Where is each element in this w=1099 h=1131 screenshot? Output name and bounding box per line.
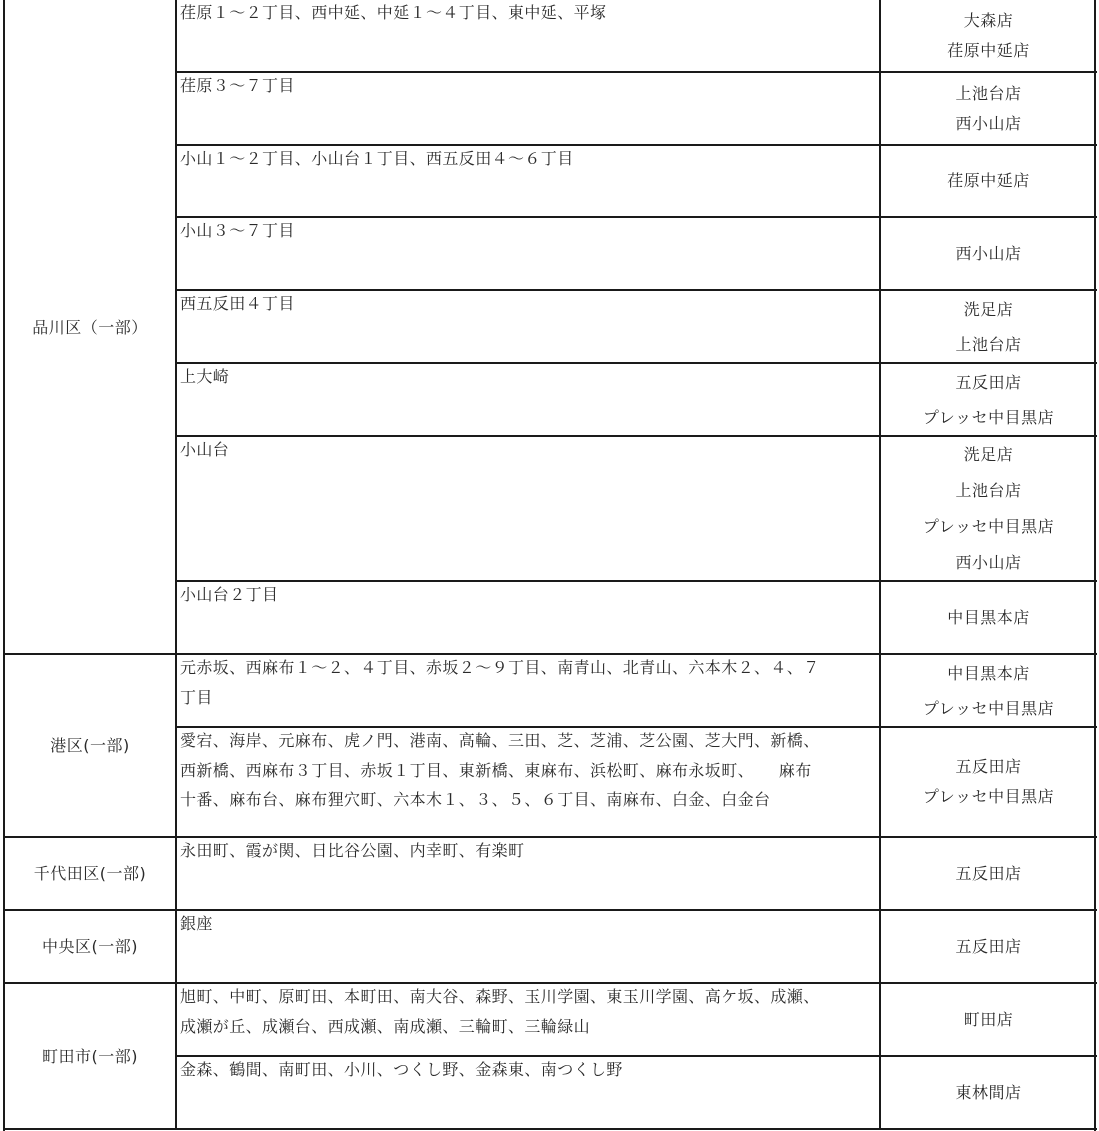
row-divider xyxy=(176,216,1097,218)
store-name: 荏原中延店 xyxy=(947,40,1030,60)
area-line: 丁目 xyxy=(180,687,213,707)
group-divider xyxy=(3,653,1097,655)
store-name: プレッセ中目黒店 xyxy=(922,698,1055,718)
area-line: 永田町、霞が関、日比谷公園、内幸町、有楽町 xyxy=(180,841,525,860)
store-name: プレッセ中目黒店 xyxy=(922,407,1055,427)
ward-label: 品川区（一部） xyxy=(32,318,148,337)
store-cell xyxy=(882,984,1095,1055)
area-line: 元赤坂、西麻布１～２、４丁目、赤坂２～９丁目、南青山、北青山、六本木２、４、７ xyxy=(180,658,820,677)
store-name: 五反田店 xyxy=(955,863,1022,883)
row-divider xyxy=(176,362,1097,364)
store-name: 五反田店 xyxy=(955,757,1022,776)
ward-label: 千代田区(一部) xyxy=(33,864,147,883)
store-name: 洗足店 xyxy=(963,299,1014,319)
area-line: 荏原１～２丁目、西中延、中延１～４丁目、東中延、平塚 xyxy=(180,3,607,22)
area-cell xyxy=(180,653,876,726)
area-cell xyxy=(180,1055,876,1128)
store-name: 中目黒本店 xyxy=(947,663,1030,683)
store-column-divider xyxy=(879,0,881,1130)
area-cell xyxy=(180,144,876,216)
area-line: 銀座 xyxy=(180,914,213,933)
area-line: 西新橋、西麻布３丁目、赤坂１丁目、東新橋、東麻布、浜松町、麻布永坂町、 麻布 xyxy=(180,760,812,780)
row-divider xyxy=(176,71,1097,73)
group-divider xyxy=(3,909,1097,911)
store-name: 西小山店 xyxy=(955,552,1022,572)
store-cell xyxy=(882,655,1095,726)
area-cell xyxy=(180,435,876,580)
row-divider xyxy=(176,289,1097,291)
store-name: 町田店 xyxy=(963,1009,1014,1029)
store-cell xyxy=(882,291,1095,362)
row-divider xyxy=(176,726,1097,728)
area-cell xyxy=(180,580,876,653)
group-divider xyxy=(3,836,1097,838)
store-name: 五反田店 xyxy=(955,936,1022,956)
row-divider xyxy=(176,1055,1097,1057)
area-line: 金森、鶴間、南町田、小川、つくし野、金森東、南つくし野 xyxy=(180,1060,623,1079)
store-name: 大森店 xyxy=(963,10,1014,30)
area-line: 上大崎 xyxy=(180,367,230,386)
store-cell xyxy=(882,218,1095,289)
store-name: プレッセ中目黒店 xyxy=(922,787,1055,806)
table-left-border xyxy=(3,0,5,1131)
area-line: 愛宕、海岸、元麻布、虎ノ門、港南、高輪、三田、芝、芝浦、芝公園、芝大門、新橋、 xyxy=(180,731,820,750)
ward-label: 港区(一部) xyxy=(50,736,130,755)
store-name: 洗足店 xyxy=(963,444,1014,464)
store-cell xyxy=(882,838,1095,909)
store-cell xyxy=(882,1057,1095,1128)
store-name: 五反田店 xyxy=(955,372,1022,392)
store-name: 上池台店 xyxy=(955,83,1022,103)
area-line: 小山台２丁目 xyxy=(180,585,279,604)
area-cell xyxy=(180,216,876,289)
store-name: 中目黒本店 xyxy=(947,607,1030,627)
area-cell xyxy=(180,71,876,144)
store-cell xyxy=(882,728,1095,836)
area-line: 荏原３～７丁目 xyxy=(180,76,295,95)
area-cell xyxy=(180,362,876,435)
store-cell xyxy=(882,73,1095,144)
store-cell xyxy=(882,582,1095,653)
table-right-border xyxy=(1094,0,1096,1131)
area-cell xyxy=(180,836,876,909)
area-cell xyxy=(180,982,876,1055)
ward-label: 中央区(一部) xyxy=(42,937,138,956)
ward-column-divider xyxy=(175,0,177,1130)
area-cell xyxy=(180,726,876,836)
area-line: 成瀬が丘、成瀬台、西成瀬、南成瀬、三輪町、三輪緑山 xyxy=(180,1016,591,1036)
row-divider xyxy=(176,580,1097,582)
store-cell xyxy=(882,364,1095,435)
area-cell xyxy=(180,289,876,362)
store-name: 荏原中延店 xyxy=(947,171,1030,190)
area-line: 小山３～７丁目 xyxy=(180,221,295,240)
area-line: 旭町、中町、原町田、本町田、南大谷、森野、玉川学園、東玉川学園、高ケ坂、成瀬、 xyxy=(180,987,820,1006)
store-cell xyxy=(882,911,1095,982)
store-name: 東林間店 xyxy=(955,1082,1022,1102)
ward-label: 町田市(一部) xyxy=(42,1046,138,1066)
area-line: 十番、麻布台、麻布狸穴町、六本木１、３、５、６丁目、南麻布、白金、白金台 xyxy=(180,790,771,809)
table-bottom-border xyxy=(3,1128,1097,1130)
area-line: 西五反田４丁目 xyxy=(180,294,295,313)
store-name: 西小山店 xyxy=(955,113,1022,133)
row-divider xyxy=(176,435,1097,437)
group-divider xyxy=(3,982,1097,984)
area-cell xyxy=(180,0,876,71)
area-line: 小山１～２丁目、小山台１丁目、西五反田４～６丁目 xyxy=(180,149,574,168)
store-cell xyxy=(882,146,1095,216)
store-name: プレッセ中目黒店 xyxy=(922,516,1055,536)
store-name: 西小山店 xyxy=(955,243,1022,263)
area-cell xyxy=(180,909,876,982)
area-line: 小山台 xyxy=(180,440,230,459)
store-name: 上池台店 xyxy=(955,334,1022,354)
row-divider xyxy=(176,144,1097,146)
store-name: 上池台店 xyxy=(955,480,1022,500)
store-cell xyxy=(882,437,1095,580)
store-cell xyxy=(882,0,1095,71)
